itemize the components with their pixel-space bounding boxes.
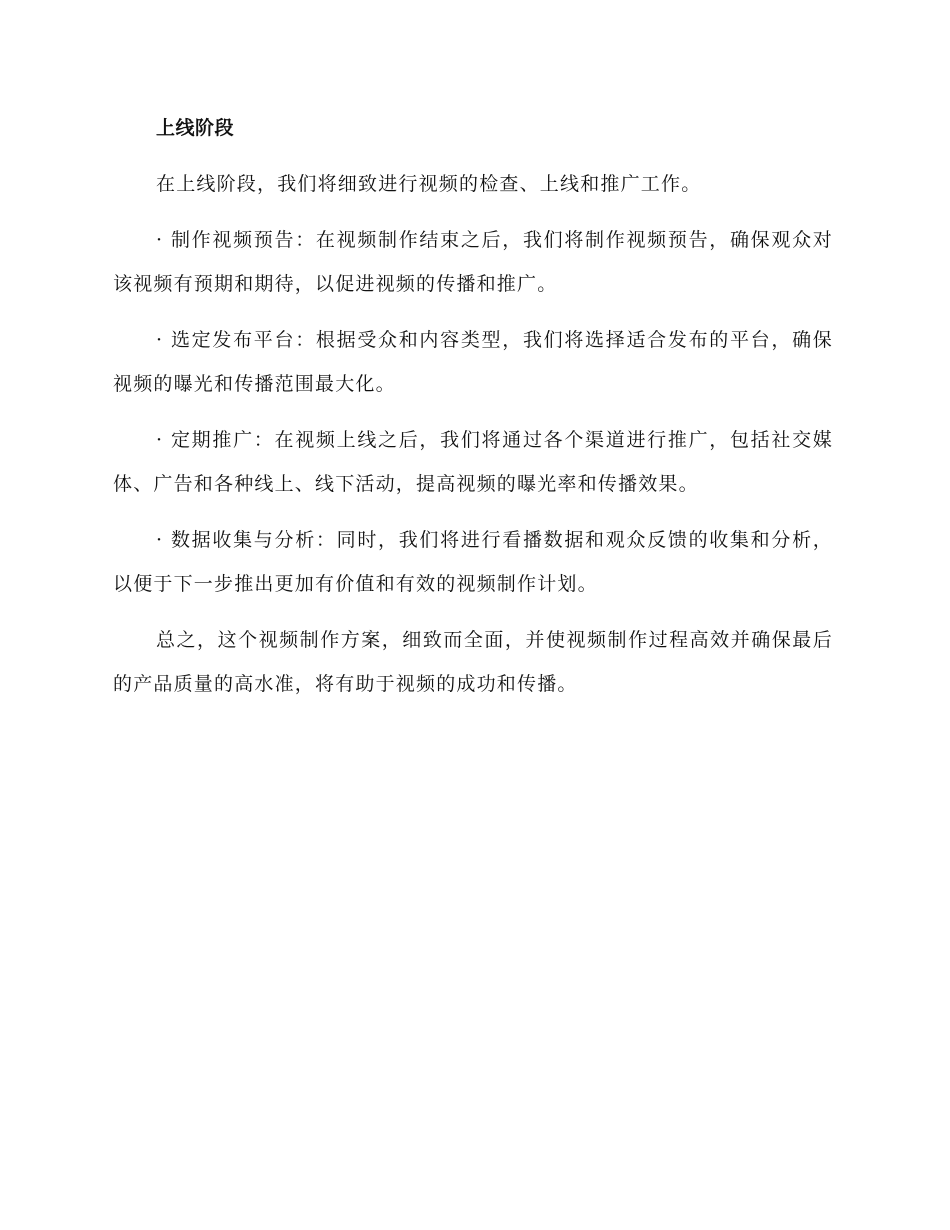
- conclusion-paragraph: 总之，这个视频制作方案，细致而全面，并使视频制作过程高效并确保最后的产品质量的高水准，将有助于视频的成功和传播。: [113, 629, 833, 695]
- intro-paragraph: 在上线阶段，我们将细致进行视频的检查、上线和推广工作。: [156, 173, 702, 195]
- document-page: [113, 108, 833, 718]
- bullet-regular-promotion: · 定期推广：在视频上线之后，我们将通过各个渠道进行推广，包括社交媒体、广告和各种线上、线下活动，提高视频的曝光率和传播效果。: [113, 429, 833, 495]
- bullet-choose-platform: · 选定发布平台：根据受众和内容类型，我们将选择适合发布的平台，确保视频的曝光和传播范围最大化。: [113, 329, 833, 395]
- bullet-video-trailer: · 制作视频预告：在视频制作结束之后，我们将制作视频预告，确保观众对该视频有预期和期待，以促进视频的传播和推广。: [113, 229, 833, 295]
- bullet-data-analysis: · 数据收集与分析：同时，我们将进行看播数据和观众反馈的收集和分析，以便于下一步推出更加有价值和有效的视频制作计划。: [113, 529, 833, 595]
- section-heading: 上线阶段: [156, 117, 235, 139]
